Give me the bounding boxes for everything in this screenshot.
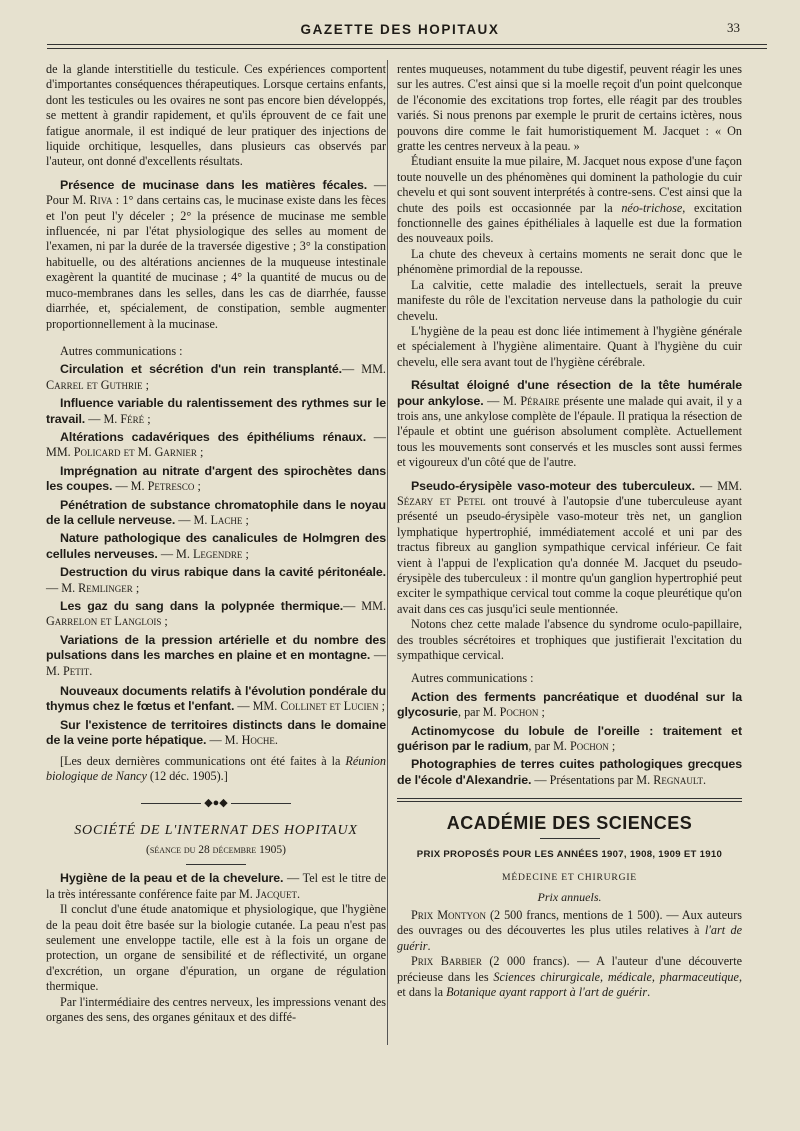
paragraph: Par l'intermédiaire des centres nerveux, les impressions venant des organes des sens, des organes génitaux et des diffé- [46, 994, 386, 1024]
section-divider [397, 798, 742, 802]
article-heading: Résultat éloigné d'une résection de la tête humérale pour ankylose. [397, 378, 742, 408]
left-column [46, 62, 386, 1025]
communication-item: Photographies de terres cuites pathologiques grecques de l'école d'Alexandrie. — Présentations par M. Regnault. [397, 757, 742, 787]
author-name: Pochon [499, 705, 539, 720]
article-resection: Résultat éloigné d'une résection de la tête humérale pour ankylose. — M. Péraire présente une malade qui avait, il y a trois ans, une ankylose complète de l'épaule. Il pratiqua la résection de l'épaule et obtint une guérison absolument complète. Actuellement tous les mouvements sont conservés et les muscles sont aussi fermes et vigoureux d'un côté que de l'autre. [397, 378, 742, 470]
author-name: Carrel et Guthrie [46, 377, 143, 392]
other-communications-label: Autres communications : [411, 671, 534, 686]
paragraph: Notons chez cette malade l'absence du syndrome oculo-papillaire, des troubles sécrétoires et trophiques que justifierait l'excitation du sympathique cervical. [397, 617, 742, 663]
communication-item: Pénétration de substance chromatophile dans le noyau de la cellule nerveuse. — M. Lache ; [46, 497, 386, 527]
prix-heading: PRIX PROPOSÉS POUR LES ANNÉES 1907, 1908, 1909 ET 1910 [416, 848, 723, 860]
author-name: Petresco [147, 479, 195, 494]
communication-item: Actinomycose du lobule de l'oreille : traitement et guérison par le radium, par M. Pochon ; [397, 723, 742, 754]
paragraph: L'hygiène de la peau est donc liée intimement à l'hygiène générale et spécialement à l'hygiène alimentaire. Quant à l'hygiène du cuir chevelu, elle sera avant tout de l'hygiène cérébrale. [397, 323, 742, 369]
section-ornament: ◆●◆ [46, 798, 386, 809]
other-communications-label: Autres communications : [60, 343, 183, 358]
section-title-societe: SOCIÉTÉ DE L'INTERNAT DES HOPITAUX [74, 823, 358, 839]
author-name: Péraire [520, 393, 560, 408]
short-divider [540, 838, 600, 839]
author-name: Remlinger [78, 580, 133, 595]
article-heading: Pseudo-érysipèle vaso-moteur des tuberculeux. [411, 478, 695, 493]
author-name: Féré [120, 411, 145, 426]
section-title-academie: ACADÉMIE DES SCIENCES [446, 813, 693, 834]
communication-item: Destruction du virus rabique dans la cavité péritonéale. — M. Remlinger ; [46, 565, 386, 595]
author-name: Sézary et Petel [397, 493, 486, 508]
article-heading: Hygiène de la peau et de la chevelure. [60, 871, 284, 886]
author-name: Legendre [192, 546, 243, 561]
article-pseudo-erysipele: Pseudo-érysipèle vaso-moteur des tuberculeux. — MM. Sézary et Petel ont trouvé à l'autopsie d'une tuberculeuse ayant présenté un pseudo-érysipèle vaso-moteur très net, un ganglion lymphatique hypertrophié, immédiatement accolé et uni par des tractus fibreux au ganglion sympathique cervical inférieur. Ce fait vient à l'appui de l'explication qu'a donnée M. Jacquet du pseudo-érysipèle des tuberculeux : il montre qu'un ganglion hypertrophié peut exciter le sympathique cervical tout comme la coque pleurétique qu'on avait dans ces cas jusqu'ici seule mentionnée. [397, 478, 743, 616]
editorial-note: [Les deux dernières communications ont été faites à la Réunion biologique de Nancy (12 déc. 1905).] [46, 753, 386, 784]
author-name: Petit [62, 663, 90, 678]
prize-montyon: Prix Montyon (2 500 francs, mentions de 1 500). — Aux auteurs des ouvrages ou des découvertes les plus utiles relatives à l'art de guérir. [397, 907, 742, 953]
communication-item: Circulation et sécrétion d'un rein transplanté.— MM. Carrel et Guthrie ; [46, 362, 386, 392]
author-name: Lache [210, 512, 243, 527]
communication-item: Sur l'existence de territoires distincts dans le domaine de la veine porte hépatique. — M. Hoche. [46, 717, 386, 748]
communication-item: Nouveaux documents relatifs à l'évolution pondérale du thymus chez le fœtus et l'enfant. — MM. Collinet et Lucien ; [46, 684, 386, 714]
running-header: GAZETTE DES HOPITAUX [300, 22, 500, 37]
subheading-medecine: MÉDECINE ET CHIRURGIE [502, 872, 637, 884]
paragraph: Étudiant ensuite la mue pilaire, M. Jacquet nous expose d'une façon toute nouvelle un des phénomènes qui dominent la pathologie du cuir chevelu et qui sont souvent interprétés à contre-sens. C'est ainsi que la chute des poils est occasionnée par la néo-trichose, excitation fonctionnelle des gaines épithéliales à laquelle est due la formation des nouveaux poils. [397, 154, 742, 246]
short-divider [186, 864, 246, 865]
author-name: Riva [89, 193, 113, 208]
prize-barbier: Prix Barbier (2 000 francs). — A l'auteur d'une découverte précieuse dans les Sciences chirurgicale, médicale, pharmaceutique, et dans la Botanique ayant rapport à l'art de guérir. [397, 954, 742, 999]
communication-item: Action des ferments pancréatique et duodénal sur la glycosurie, par M. Pochon ; [397, 689, 742, 720]
header-rule-2 [47, 48, 767, 49]
paragraph: La calvitie, cette maladie des intellectuels, serait la preuve manifeste du rôle de l'excitation nerveuse dans la pathologie du cuir chevelu. [397, 277, 742, 323]
author-name: Garrelon et Langlois [46, 614, 162, 629]
author-name: Regnault [653, 772, 703, 787]
communication-item: Imprégnation au nitrate d'argent des spirochètes dans les coupes. — M. Petresco ; [46, 463, 386, 494]
communication-item: Influence variable du ralentissement des rythmes sur le travail. — M. Féré ; [46, 396, 386, 426]
article-mucinase: Présence de mucinase dans les matières fécales. — Pour M. Riva : 1° dans certains cas, le mucinase existe dans les fèces et l'on peut l'y déceler ; 2° la présence de mucinase me semble influencée, ni par l'état physiologique des selles au moment de l'examen, ni par la durée de la traversée digestive ; 3° la constipation habituelle, ou des altérations anciennes de la muqueuse intestinale exagèrent la quantité de mucinase ; 4° la quantité de mucus ou de muco-membranes dans les selles, dans les cas de diarrhée, fausse diarrhée, et, spécialement, de constipation, semble augmenter proportionnellement à la mucinase. [46, 177, 386, 331]
communication-item: Altérations cadavériques des épithéliums rénaux. — MM. Policard et M. Garnier ; [46, 429, 386, 460]
communication-item: Variations de la pression artérielle et du nombre des pulsations dans les marches en plaine et en montagne. — M. Petit. [46, 632, 386, 678]
author-name: Jacquet [255, 886, 298, 901]
paragraph: La chute des cheveux à certains moments ne serait donc que le phénomène primordial de la repousse. [397, 246, 742, 277]
prize-name: Prix Montyon [411, 907, 487, 922]
communication-item: Les gaz du sang dans la polypnée thermique.— MM. Garrelon et Langlois ; [46, 599, 386, 629]
author-name: Pochon [570, 739, 609, 754]
right-column [397, 62, 742, 1000]
paragraph: de la glande interstitielle du testicule. Ces expériences comportent d'importantes conséquences thérapeutiques. Lorsque certains enfants, dont les testicules ou les ovaires ne sont pas encore bien développés, se mettent à grandir rapidement, et qu'ils éprouvent de ce fait une fatigue anormale, il est indiqué de leur pratiquer des injections de liquide orchitique, lesquelles, dans plusieurs cas observés par l'auteur, ont donné d'excellents résultats. [46, 62, 386, 169]
paragraph: Il conclut d'une étude anatomique et physiologique, que l'hygiène de la peau doit être basée sur la biologie cutanée. La peau n'est pas seulement une enveloppe tactile, elle est à la fois un organe de protection, un organe de sensibilité et de réflectivité, un organe d'excrétion, un organe d'épuration, un organe de régulation thermique. [46, 902, 386, 994]
section-session-date: (séance du 28 décembre 1905) [146, 843, 286, 856]
article-hygiene: Hygiène de la peau et de la chevelure. — Tel est le titre de la très intéressante conférence faite par M. Jacquet. [46, 871, 386, 901]
prize-name: Prix Barbier [411, 954, 482, 969]
column-separator [387, 60, 388, 1045]
author-name: Policard et M. Garnier [73, 445, 197, 460]
subheading-prix-annuels: Prix annuels. [537, 889, 602, 904]
author-name: Hoche [241, 733, 275, 748]
header-rule [47, 44, 767, 45]
page-number: 33 [727, 20, 740, 35]
article-heading: Présence de mucinase dans les matières fécales. [60, 177, 368, 192]
author-name: Collinet et Lucien [280, 699, 379, 714]
communication-item: Nature pathologique des canalicules de Holmgren des cellules nerveuses. — M. Legendre ; [46, 531, 386, 561]
paragraph: rentes muqueuses, notamment du tube digestif, peuvent réagir les unes sur les autres. C'est ainsi que si la moelle reçoit d'un point quelconque de l'économie des excitations trop fortes, elle réagit par des troubles variés. Si nous prenons par exemple le prurit de certains ictères, nous pouvons dire comme le fait humoristiquement M. Jacquet : « On gratte les centres nerveux à la peau. » [397, 62, 742, 154]
